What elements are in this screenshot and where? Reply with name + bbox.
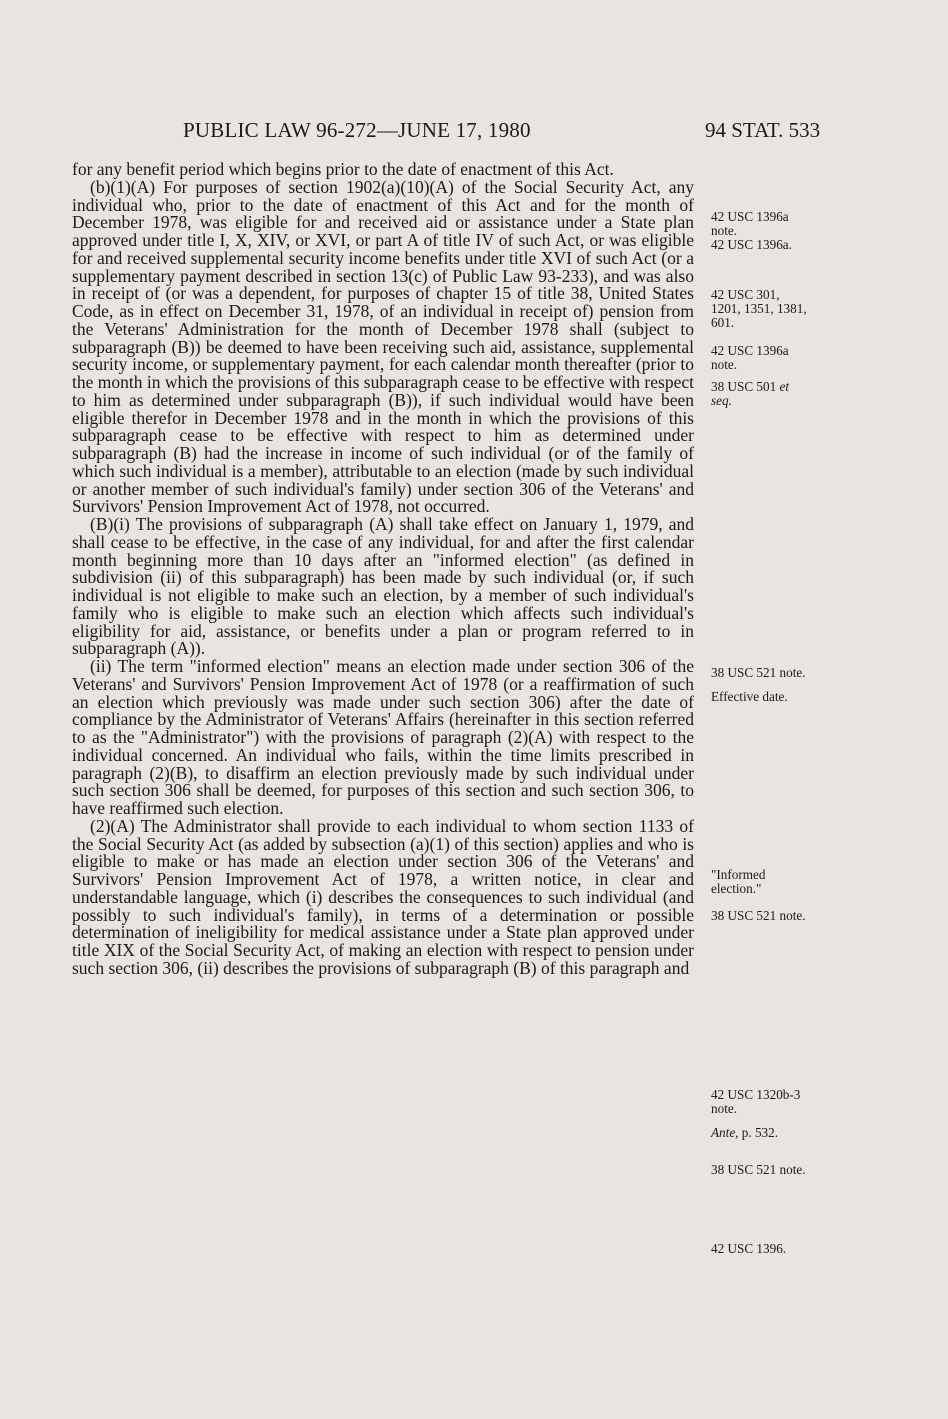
margin-note: 38 USC 521 note. [711,908,806,923]
margin-note: 42 USC 1396a note. [711,209,789,238]
page-title: PUBLIC LAW 96-272—JUNE 17, 1980 [183,118,531,142]
margin-note: 42 USC 1396a. [711,237,792,252]
paragraph-b1a: (b)(1)(A) For purposes of section 1902(a)(10)(A) of the Social Security Act, any individual who, prior to the date of enactment of this Act and for the month of December 1978, was eligible for and received aid or assistance under a State plan approved under title I, X, XIV, or XVI, or part A of title IV of such Act, or was eligible for and received supplemental security income benefits under title XVI of such Act (or a supplementary payment described in section 13(c) of Public Law 93-233), and was also in receipt of (or was a dependent, for purposes of chapter 15 of title 38, United States Code, as in effect on December 31, 1978, of an individual in receipt of) pension from the Veterans' Administration for the month of December 1978 shall (subject to subparagraph (B)) be deemed to have been receiving such aid, assistance, supplemental security income, or supplementary payment, for each calendar month thereafter (prior to the month in which the provisions of this subparagraph cease to be effective with respect to him as determined under subparagraph (B)), if such individual would have been eligible therefor in December 1978 and in the month in which the provisions of this subparagraph cease to be effective with respect to him as determined under subparagraph (B) had the increase in income of such individual (or of the family of which such individual is a member), attributable to an election (made by such individual or another member of such individual's family) under section 306 of the Veterans' and Survivors' Pension Improvement Act of 1978, not occurred. [72,176,694,517]
margin-note: 38 USC 521 note. [711,1162,806,1177]
paragraph-b1b-i: (B)(i) The provisions of subparagraph (A) shall take effect on January 1, 1979, and shall cease to be effective, in the case of any individual, for and after the first calendar month beginning more than 10 days after an "informed election" (as defined in subdivision (ii) of this subparagraph) has been made by such individual (or, if such individual is not eligible to make such an election, by a member of such individual's family who is eligible to make such an election which affects such individual's eligibility for aid, assistance, or benefits under a plan or program referred to in subparagraph (A)). [72,514,694,659]
margin-note-text: p. 532. [738,1125,779,1140]
margin-note: 42 USC 1396a note. [711,343,789,372]
margin-note [711,1126,861,1140]
margin-note: 42 USC 1320b-3 note. [711,1087,801,1116]
margin-note: 42 USC 1396. [711,1241,787,1256]
page-header [0,118,948,152]
paragraph-b1b-ii: (ii) The term "informed election" means an election made under section 306 of the Veterans' and Survivors' Pension Improvement Act of 1978 (or a reaffirmation of such an election which previously was made under such section 306) after the date of compliance by the Administrator of Veterans' Affairs (hereinafter in this section referred to as the "Administrator") with the provisions of paragraph (2)(A) with respect to the individual concerned. An individual who fails, within the time limits prescribed in paragraph (2)(B), to disaffirm an election previously made by such individual under such section 306 shall be deemed, for purposes of this section and such section 306, to have reaffirmed such election. [72,656,694,818]
margin-note: 38 USC 521 note. [711,665,806,680]
margin-note: "Informed election." [711,867,766,896]
margin-note-italic: et seq. [711,379,790,408]
statute-page-number: 94 STAT. 533 [705,118,821,142]
paragraph-continuation: for any benefit period which begins prior to the date of enactment of this Act. [72,159,614,179]
margin-note: 42 USC 301, 1201, 1351, 1381, 601. [711,287,807,330]
paragraph-b2a: (2)(A) The Administrator shall provide to each individual to whom section 1133 of the Social Security Act (as added by subsection (a)(1) of this section) applies and who is eligible to make or has made an election under section 306 of the Veterans' and Survivors' Pension Improvement Act of 1978, a written notice, in clear and understandable language, which (i) describes the consequences to such individual (and possibly to such individual's family), in terms of a determination or possible determination of ineligibility for medical assistance under a State plan approved under title XIX of the Social Security Act, of making an election with respect to pension under such section 306, (ii) describes the provisions of subparagraph (B) of this paragraph and [72,815,694,978]
margin-note: Effective date. [711,689,788,704]
main-text [72,161,694,978]
margin-note-italic: Ante, [711,1125,739,1140]
margin-note-text: 38 USC 501 [711,379,777,394]
margin-note [711,380,861,408]
